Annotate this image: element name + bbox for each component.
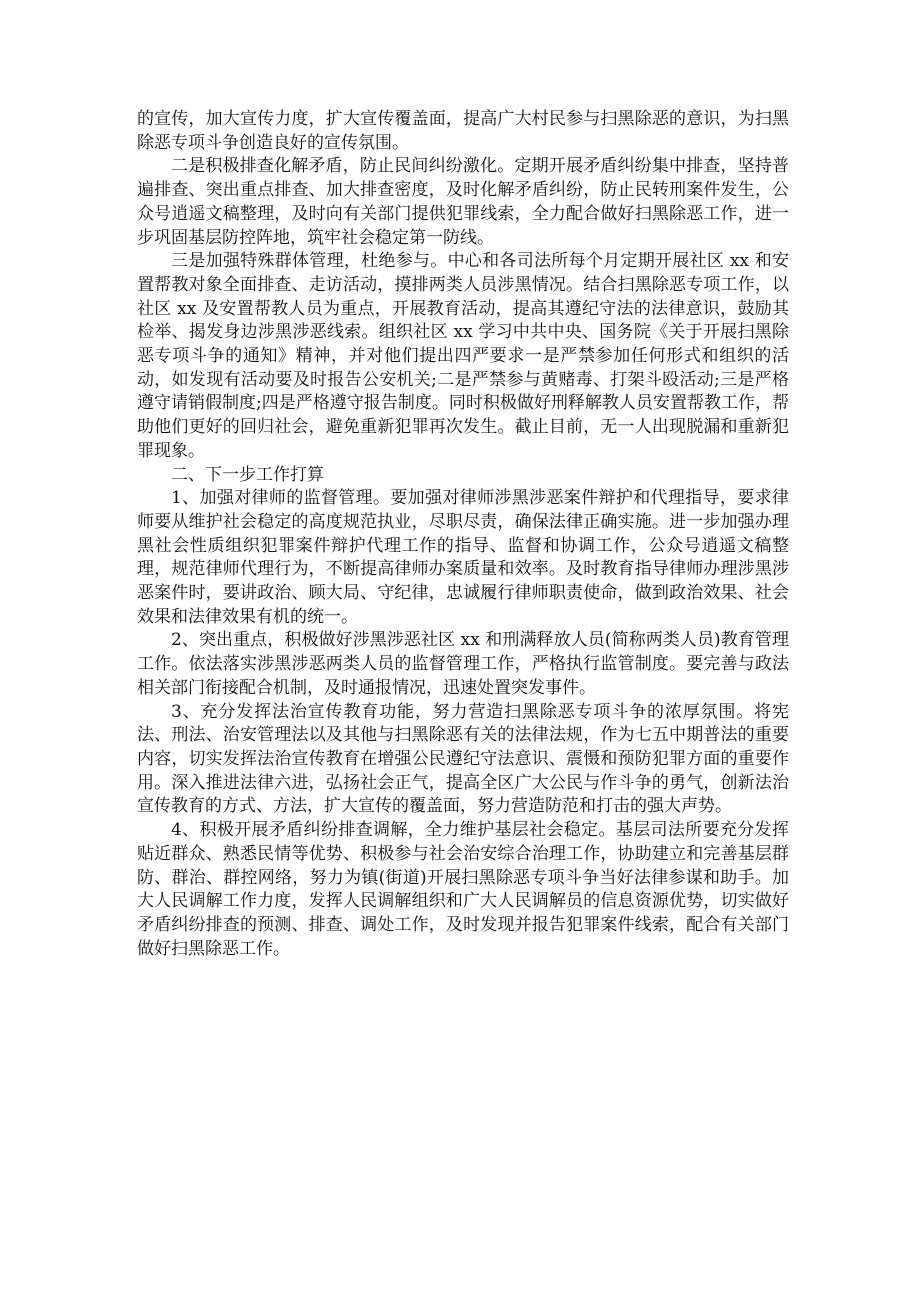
- document-body: [137, 108, 789, 961]
- paragraph-item-1: 1、加强对律师的监督管理。要加强对律师涉黑涉恶案件辩护和代理指导，要求律师要从维护社会稳定的高度规范执业，尽职尽责，确保法律正确实施。进一步加强办理黑社会性质组织犯罪案件辩护代理工作的指导、监督和协调工作，公众号逍遥文稿整理，规范律师代理行为，不断提高律师办案质量和效率。及时教育指导律师办理涉黑涉恶案件时，要讲政治、顾大局、守纪律，忠诚履行律师职责使命，做到政治效果、社会效果和法律效果有机的统一。: [137, 488, 789, 627]
- paragraph-item-3: 3、充分发挥法治宣传教育功能，努力营造扫黑除恶专项斗争的浓厚氛围。将宪法、刑法、治安管理法以及其他与扫黑除恶有关的法律法规，作为七五中期普法的重要内容，切实发挥法治宣传教育在增强公民遵纪守法意识、震慑和预防犯罪方面的重要作用。深入推进法律六进，弘扬社会正气，提高全区广大公民与作斗争的勇气，创新法治宣传教育的方式、方法，扩大宣传的覆盖面，努力营造防范和打击的强大声势。: [137, 701, 789, 817]
- paragraph-special-groups: 三是加强特殊群体管理，杜绝参与。中心和各司法所每个月定期开展社区 xx 和安置帮教对象全面排查、走访活动，摸排两类人员涉黑情况。结合扫黑除恶专项工作，以社区 xx 及安置帮教人员为重点，开展教育活动，提高其遵纪守法的法律意识，鼓励其检举、揭发身边涉黑涉恶线索。组织社区 xx 学习中共中央、国务院《关于开展扫黑除恶专项斗争的通知》精神，并对他们提出四严要求一是严禁参加任何形式和组织的活动，如发现有活动要及时报告公安机关;二是严禁参与黄赌毒、打架斗殴活动;三是严格遵守请销假制度;四是严格遵守报告制度。同时积极做好刑释解教人员安置帮教工作，帮助他们更好的回归社会，避免重新犯罪再次发生。截止目前，无一人出现脱漏和重新犯罪现象。: [137, 251, 789, 461]
- section-heading-next-steps: 二、下一步工作打算: [171, 464, 324, 485]
- paragraph-continuation: 的宣传，加大宣传力度，扩大宣传覆盖面，提高广大村民参与扫黑除恶的意识，为扫黑除恶专项斗争创造良好的宣传氛围。: [137, 109, 789, 153]
- paragraph-resolve-disputes: 二是积极排查化解矛盾，防止民间纠纷激化。定期开展矛盾纠纷集中排查，坚持普遍排查、突出重点排查、加大排查密度，及时化解矛盾纠纷，防止民转刑案件发生，公众号逍遥文稿整理，及时向有关部门提供犯罪线索，全力配合做好扫黑除恶工作，进一步巩固基层防控阵地，筑牢社会稳定第一防线。: [137, 156, 789, 248]
- paragraph-item-2: 2、突出重点，积极做好涉黑涉恶社区 xx 和刑满释放人员(简称两类人员)教育管理工作。依法落实涉黑涉恶两类人员的监督管理工作，严格执行监管制度。要完善与政法相关部门衔接配合机制，及时通报情况，迅速处置突发事件。: [137, 630, 789, 698]
- paragraph-item-4: 4、积极开展矛盾纠纷排查调解，全力维护基层社会稳定。基层司法所要充分发挥贴近群众、熟悉民情等优势、积极参与社会治安综合治理工作，协助建立和完善基层群防、群治、群控网络，努力为镇(街道)开展扫黑除恶专项斗争当好法律参谋和助手。加大人民调解工作力度，发挥人民调解组织和广大人民调解员的信息资源优势，切实做好矛盾纠纷排查的预测、排查、调处工作，及时发现并报告犯罪案件线索，配合有关部门做好扫黑除恶工作。: [137, 820, 789, 959]
